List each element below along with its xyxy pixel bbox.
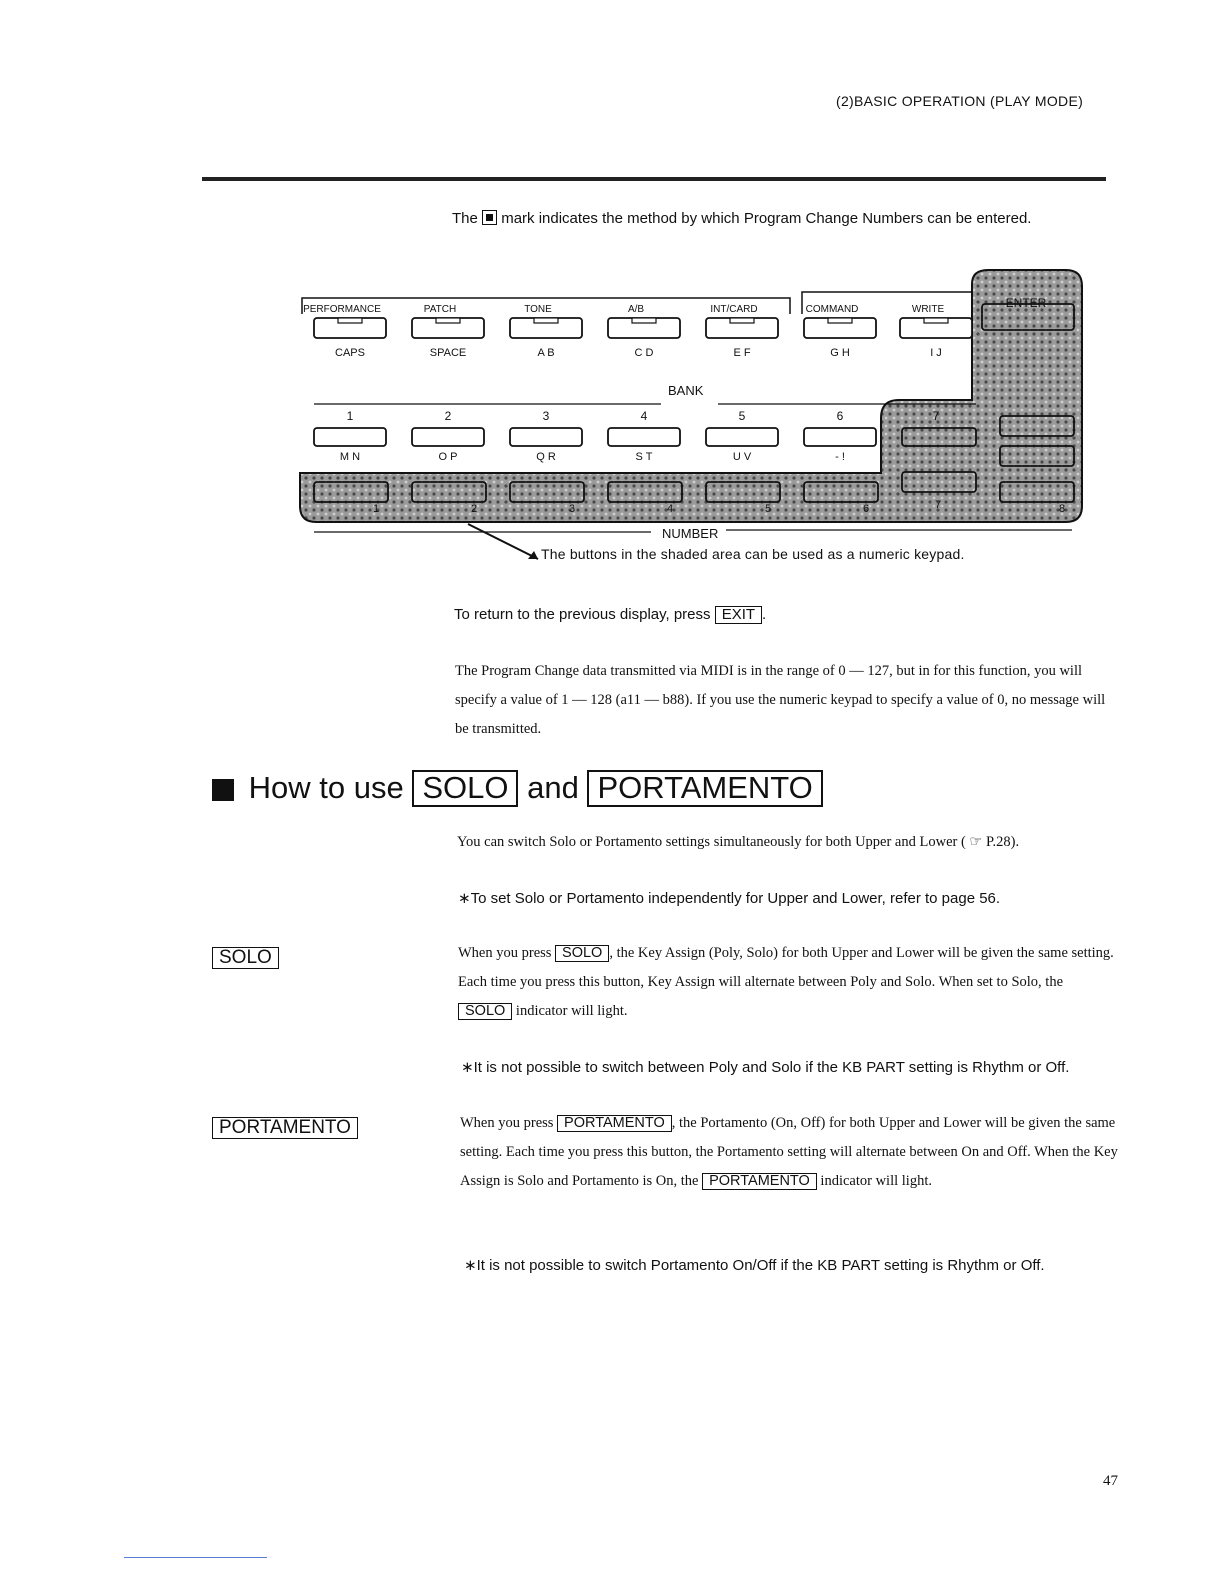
number-label-2: 2 (470, 503, 478, 515)
title-portamento-box: PORTAMENTO (587, 770, 822, 807)
keypad-button-0[interactable] (1000, 446, 1074, 466)
number-label-5: 5 (764, 503, 772, 515)
top-button-label-2: TONE (524, 304, 552, 315)
number-button-5[interactable] (706, 482, 780, 502)
bank-label: BANK (668, 383, 704, 398)
bank-button-4[interactable] (608, 428, 680, 446)
number-label-8: 8 (1058, 503, 1066, 515)
bank-number-3: 3 (542, 409, 550, 423)
top-button-sub-6: I J (930, 347, 942, 359)
independent-note: ∗To set Solo or Portamento independently for Upper and Lower, refer to page 56. (458, 890, 1001, 907)
enter-label: ENTER (1005, 296, 1047, 310)
indicator-square-icon (482, 210, 497, 225)
solo-button-label: SOLO (555, 945, 609, 962)
bank-button-1[interactable] (314, 428, 386, 446)
number-button-4[interactable] (608, 482, 682, 502)
bank-sub-3: Q R (536, 451, 556, 463)
top-button-label-4: INT/CARD (710, 304, 758, 315)
bank-sub-5: U V (732, 451, 752, 463)
top-button-performance[interactable] (314, 318, 386, 338)
portamento-description: When you press PORTAMENTO , the Portamento (On, Off) for both Upper and Lower will be given the same setting. Each time you press this button, the Portamento setting will alternate between On and Off. When the Key Assign is Solo and Portamento is On, the PORTAMENTO indicator will light. (460, 1115, 1118, 1189)
bank-button-3[interactable] (510, 428, 582, 446)
portamento-note: ∗It is not possible to switch Portamento On/Off if the KB PART setting is Rhythm or Off. (464, 1257, 1045, 1274)
bank-button-5[interactable] (706, 428, 778, 446)
top-button-tone[interactable] (510, 318, 582, 338)
portamento-button-label: PORTAMENTO (557, 1115, 672, 1132)
solo-description: When you press SOLO , the Key Assign (Poly, Solo) for both Upper and Lower will be given the same setting. Each time you press this button, Key Assign will alternate between Poly and Solo. When set to Solo, the SOLO indicator will light. (458, 945, 1114, 1019)
bank-button-2[interactable] (412, 428, 484, 446)
top-button-sub-0: CAPS (335, 347, 365, 359)
number-button-8[interactable] (1000, 482, 1074, 502)
keypad-caption: The buttons in the shaded area can be used as a numeric keypad. (541, 546, 965, 562)
intro-after: mark indicates the method by which Program Change Numbers can be entered. (501, 210, 1032, 227)
bank-number-6: 6 (836, 409, 844, 423)
bank-number-1: 1 (346, 409, 354, 423)
top-button-sub-5: G H (830, 347, 850, 359)
return-text: To return to the previous display, press (454, 606, 711, 623)
top-button-label-6: WRITE (911, 304, 945, 315)
footer-line (124, 1557, 267, 1558)
program-change-note: The Program Change data transmitted via MIDI is in the range of 0 — 127, but in for this function, you will specify a value of 1 — 128 (a11 — b88). If you use the numeric keypad to specify a value of 0, no message will be transmitted. (455, 663, 1106, 737)
top-button-write[interactable] (900, 318, 972, 338)
page-number: 47 (1103, 1473, 1118, 1489)
number-label-4: 4 (666, 503, 674, 515)
top-button-command[interactable] (804, 318, 876, 338)
number-button-1[interactable] (314, 482, 388, 502)
solo-side-label: SOLO (212, 947, 279, 969)
bank-sub-4: S T (635, 451, 653, 463)
number-label-7: 7 (934, 499, 942, 511)
top-button-label-3: A/B (627, 304, 645, 315)
keypad-button-9[interactable] (1000, 416, 1074, 436)
number-label-3: 3 (568, 503, 576, 515)
portamento-side-label: PORTAMENTO (212, 1117, 358, 1139)
top-button-sub-3: C D (634, 347, 654, 359)
bank-number-5: 5 (738, 409, 746, 423)
section-header: (2)BASIC OPERATION (PLAY MODE) (836, 93, 1084, 109)
panel-diagram (296, 268, 1086, 568)
intro-line (452, 210, 1031, 227)
top-button-intcard[interactable] (706, 318, 778, 338)
title-and: and (527, 770, 579, 805)
top-button-label-5: COMMAND (805, 304, 859, 315)
bank-number-2: 2 (444, 409, 452, 423)
top-button-sub-4: E F (733, 347, 751, 359)
section-title (212, 770, 823, 807)
top-button-patch[interactable] (412, 318, 484, 338)
portamento-indicator-label: PORTAMENTO (702, 1173, 817, 1190)
top-button-sub-1: SPACE (429, 347, 467, 359)
bank-number-4: 4 (640, 409, 648, 423)
section-intro: You can switch Solo or Portamento settings simultaneously for both Upper and Lower ( ☞ P.28). (457, 834, 1020, 850)
return-line: To return to the previous display, press EXIT . (454, 606, 767, 623)
exit-button-label: EXIT (715, 606, 762, 624)
title-solo-box: SOLO (412, 770, 518, 807)
number-button-7[interactable] (902, 472, 976, 492)
bank-button-7[interactable] (902, 428, 976, 446)
bank-button-6[interactable] (804, 428, 876, 446)
intro-before: The (452, 210, 478, 227)
number-button-6[interactable] (804, 482, 878, 502)
top-button-ab[interactable] (608, 318, 680, 338)
top-button-sub-2: A B (537, 347, 555, 359)
solo-indicator-label: SOLO (458, 1003, 512, 1020)
bank-sub-2: O P (438, 451, 458, 463)
bank-sub-1: M N (339, 451, 361, 463)
header-rule (202, 177, 1106, 181)
solo-note: ∗It is not possible to switch between Poly and Solo if the KB PART setting is Rhythm or Off. (461, 1059, 1070, 1076)
title-how: How to use (248, 770, 404, 805)
bank-number-7: 7 (932, 409, 940, 423)
number-label-1: 1 (372, 503, 380, 515)
number-label: NUMBER (662, 526, 719, 541)
bank-sub-6: - ! (835, 451, 845, 463)
bullet-square-icon (212, 779, 234, 801)
number-button-2[interactable] (412, 482, 486, 502)
number-label-6: 6 (862, 503, 870, 515)
top-button-label-1: PATCH (423, 304, 457, 315)
top-button-label-0: PERFORMANCE (303, 304, 381, 315)
number-button-3[interactable] (510, 482, 584, 502)
